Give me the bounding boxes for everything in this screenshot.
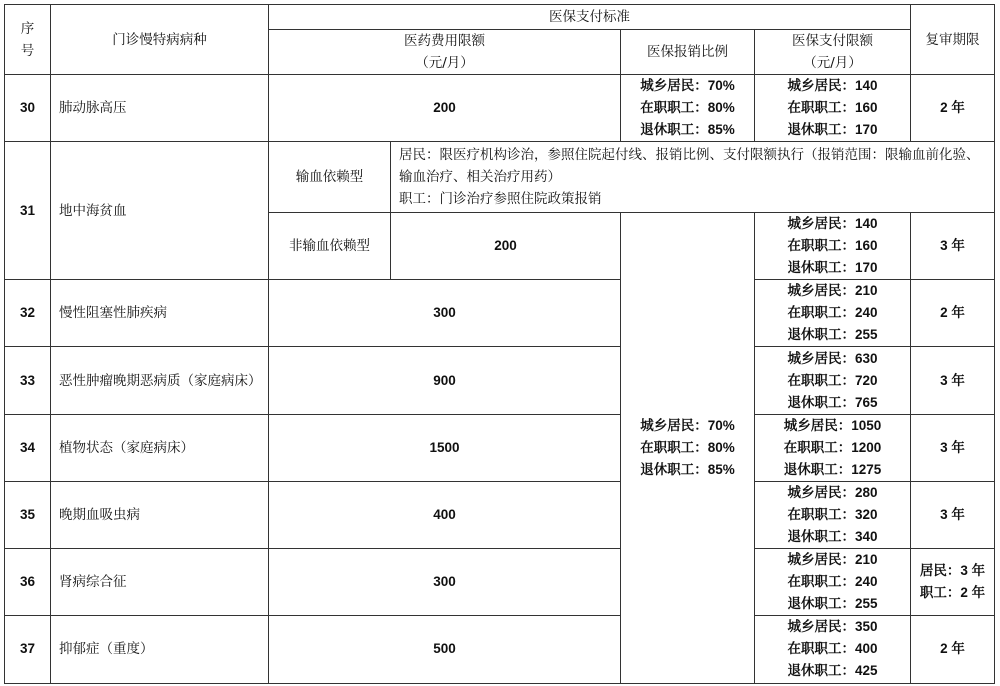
header-disease: 门诊慢特病病种 — [51, 5, 269, 75]
header-seq: 序号 — [5, 5, 51, 75]
row-pay-limit — [755, 75, 911, 142]
limit-employed: 在职职工：1200 — [783, 439, 882, 455]
row-review: 2 年 — [911, 615, 995, 683]
table-row — [5, 481, 995, 548]
limit-employed: 在职职工：720 — [787, 372, 878, 388]
limit-rural: 城乡居民：350 — [787, 619, 878, 635]
row-cost: 200 — [391, 213, 621, 280]
table-row — [5, 548, 995, 615]
table-row — [5, 280, 995, 347]
review-employee: 职工：2 年 — [919, 584, 986, 600]
row-cost: 300 — [269, 548, 621, 615]
table-row — [5, 347, 995, 414]
ratio-employed: 在职职工：80% — [640, 440, 735, 456]
header-pay-limit-line1: 医保支付限额 — [792, 33, 873, 50]
limit-retired: 退休职工：425 — [787, 663, 878, 679]
row-seq: 34 — [5, 414, 51, 481]
row-subtype-non-transfusion: 非输血依赖型 — [269, 213, 391, 280]
payment-standard-table — [4, 4, 995, 684]
ratio-retired: 退休职工：85% — [640, 122, 735, 138]
row-cost: 300 — [269, 280, 621, 347]
row-seq: 37 — [5, 615, 51, 683]
row-disease: 恶性肿瘤晚期恶病质（家庭病床） — [51, 347, 269, 414]
row-review: 3 年 — [911, 481, 995, 548]
table-row — [5, 615, 995, 683]
row-ratio — [621, 75, 755, 142]
limit-employed: 在职职工：160 — [787, 238, 878, 254]
policy-resident-text: 居民：限医疗机构诊治，参照住院起付线、报销比例、支付限额执行（报销范围：限输血前化验、输血治疗、相关治疗用药） — [399, 147, 980, 186]
row-review: 3 年 — [911, 414, 995, 481]
header-ratio: 医保报销比例 — [621, 30, 755, 75]
row-seq: 35 — [5, 481, 51, 548]
row-cost: 900 — [269, 347, 621, 414]
limit-employed: 在职职工：240 — [787, 305, 878, 321]
row-seq: 32 — [5, 280, 51, 347]
limit-retired: 退休职工：340 — [787, 528, 878, 544]
shared-ratio — [621, 213, 755, 684]
limit-rural: 城乡居民：140 — [787, 216, 878, 232]
row-pay-limit — [755, 481, 911, 548]
header-cost-limit — [269, 30, 621, 75]
row-cost: 200 — [269, 75, 621, 142]
header-review: 复审期限 — [911, 5, 995, 75]
limit-employed: 在职职工：400 — [787, 641, 878, 657]
header-pay-limit-line2: （元/月） — [803, 55, 862, 72]
limit-rural: 城乡居民：1050 — [783, 417, 882, 433]
ratio-rural: 城乡居民：70% — [640, 418, 735, 434]
row-pay-limit — [755, 213, 911, 280]
review-resident: 居民：3 年 — [919, 562, 986, 578]
limit-rural: 城乡居民：630 — [787, 350, 878, 366]
header-cost-limit-line1: 医药费用限额 — [404, 33, 485, 50]
limit-retired: 退休职工：255 — [787, 327, 878, 343]
row-cost: 500 — [269, 615, 621, 683]
row-review: 3 年 — [911, 347, 995, 414]
row-seq: 36 — [5, 548, 51, 615]
limit-employed: 在职职工：320 — [787, 506, 878, 522]
limit-retired: 退休职工：765 — [787, 394, 878, 410]
table-row — [5, 414, 995, 481]
row-disease: 肺动脉高压 — [51, 75, 269, 142]
limit-retired: 退休职工：1275 — [783, 461, 882, 477]
row-seq: 31 — [5, 142, 51, 280]
ratio-retired: 退休职工：85% — [640, 462, 735, 478]
limit-employed: 在职职工：240 — [787, 573, 878, 589]
row-seq: 33 — [5, 347, 51, 414]
row-pay-limit — [755, 615, 911, 683]
limit-employed: 在职职工：160 — [787, 100, 878, 116]
row-review: 2 年 — [911, 75, 995, 142]
limit-rural: 城乡居民：140 — [787, 78, 878, 94]
row-cost: 1500 — [269, 414, 621, 481]
row-pay-limit — [755, 414, 911, 481]
limit-rural: 城乡居民：210 — [787, 551, 878, 567]
limit-retired: 退休职工：255 — [787, 595, 878, 611]
header-pay-limit — [755, 30, 911, 75]
row-pay-limit — [755, 280, 911, 347]
row-pay-limit — [755, 347, 911, 414]
limit-retired: 退休职工：170 — [787, 260, 878, 276]
ratio-employed: 在职职工：80% — [640, 100, 735, 116]
limit-rural: 城乡居民：210 — [787, 283, 878, 299]
ratio-rural: 城乡居民：70% — [640, 78, 735, 94]
row-seq: 30 — [5, 75, 51, 142]
row-review: 2 年 — [911, 280, 995, 347]
row-subtype-transfusion: 输血依赖型 — [269, 142, 391, 213]
row-cost: 400 — [269, 481, 621, 548]
header-cost-limit-line2: （元/月） — [415, 55, 474, 72]
limit-rural: 城乡居民：280 — [787, 484, 878, 500]
header-standard: 医保支付标准 — [269, 5, 911, 30]
table-row — [5, 142, 995, 213]
row-disease: 慢性阻塞性肺疾病 — [51, 280, 269, 347]
row-review — [911, 548, 995, 615]
limit-retired: 退休职工：170 — [787, 122, 878, 138]
row-disease: 地中海贫血 — [51, 142, 269, 280]
row-subtype-transfusion-policy — [391, 142, 995, 213]
row-pay-limit — [755, 548, 911, 615]
table-row — [5, 75, 995, 142]
row-disease: 晚期血吸虫病 — [51, 481, 269, 548]
row-review: 3 年 — [911, 213, 995, 280]
row-disease: 抑郁症（重度） — [51, 615, 269, 683]
policy-employee-text: 职工：门诊治疗参照住院政策报销 — [399, 191, 602, 208]
row-disease: 肾病综合征 — [51, 548, 269, 615]
row-disease: 植物状态（家庭病床） — [51, 414, 269, 481]
